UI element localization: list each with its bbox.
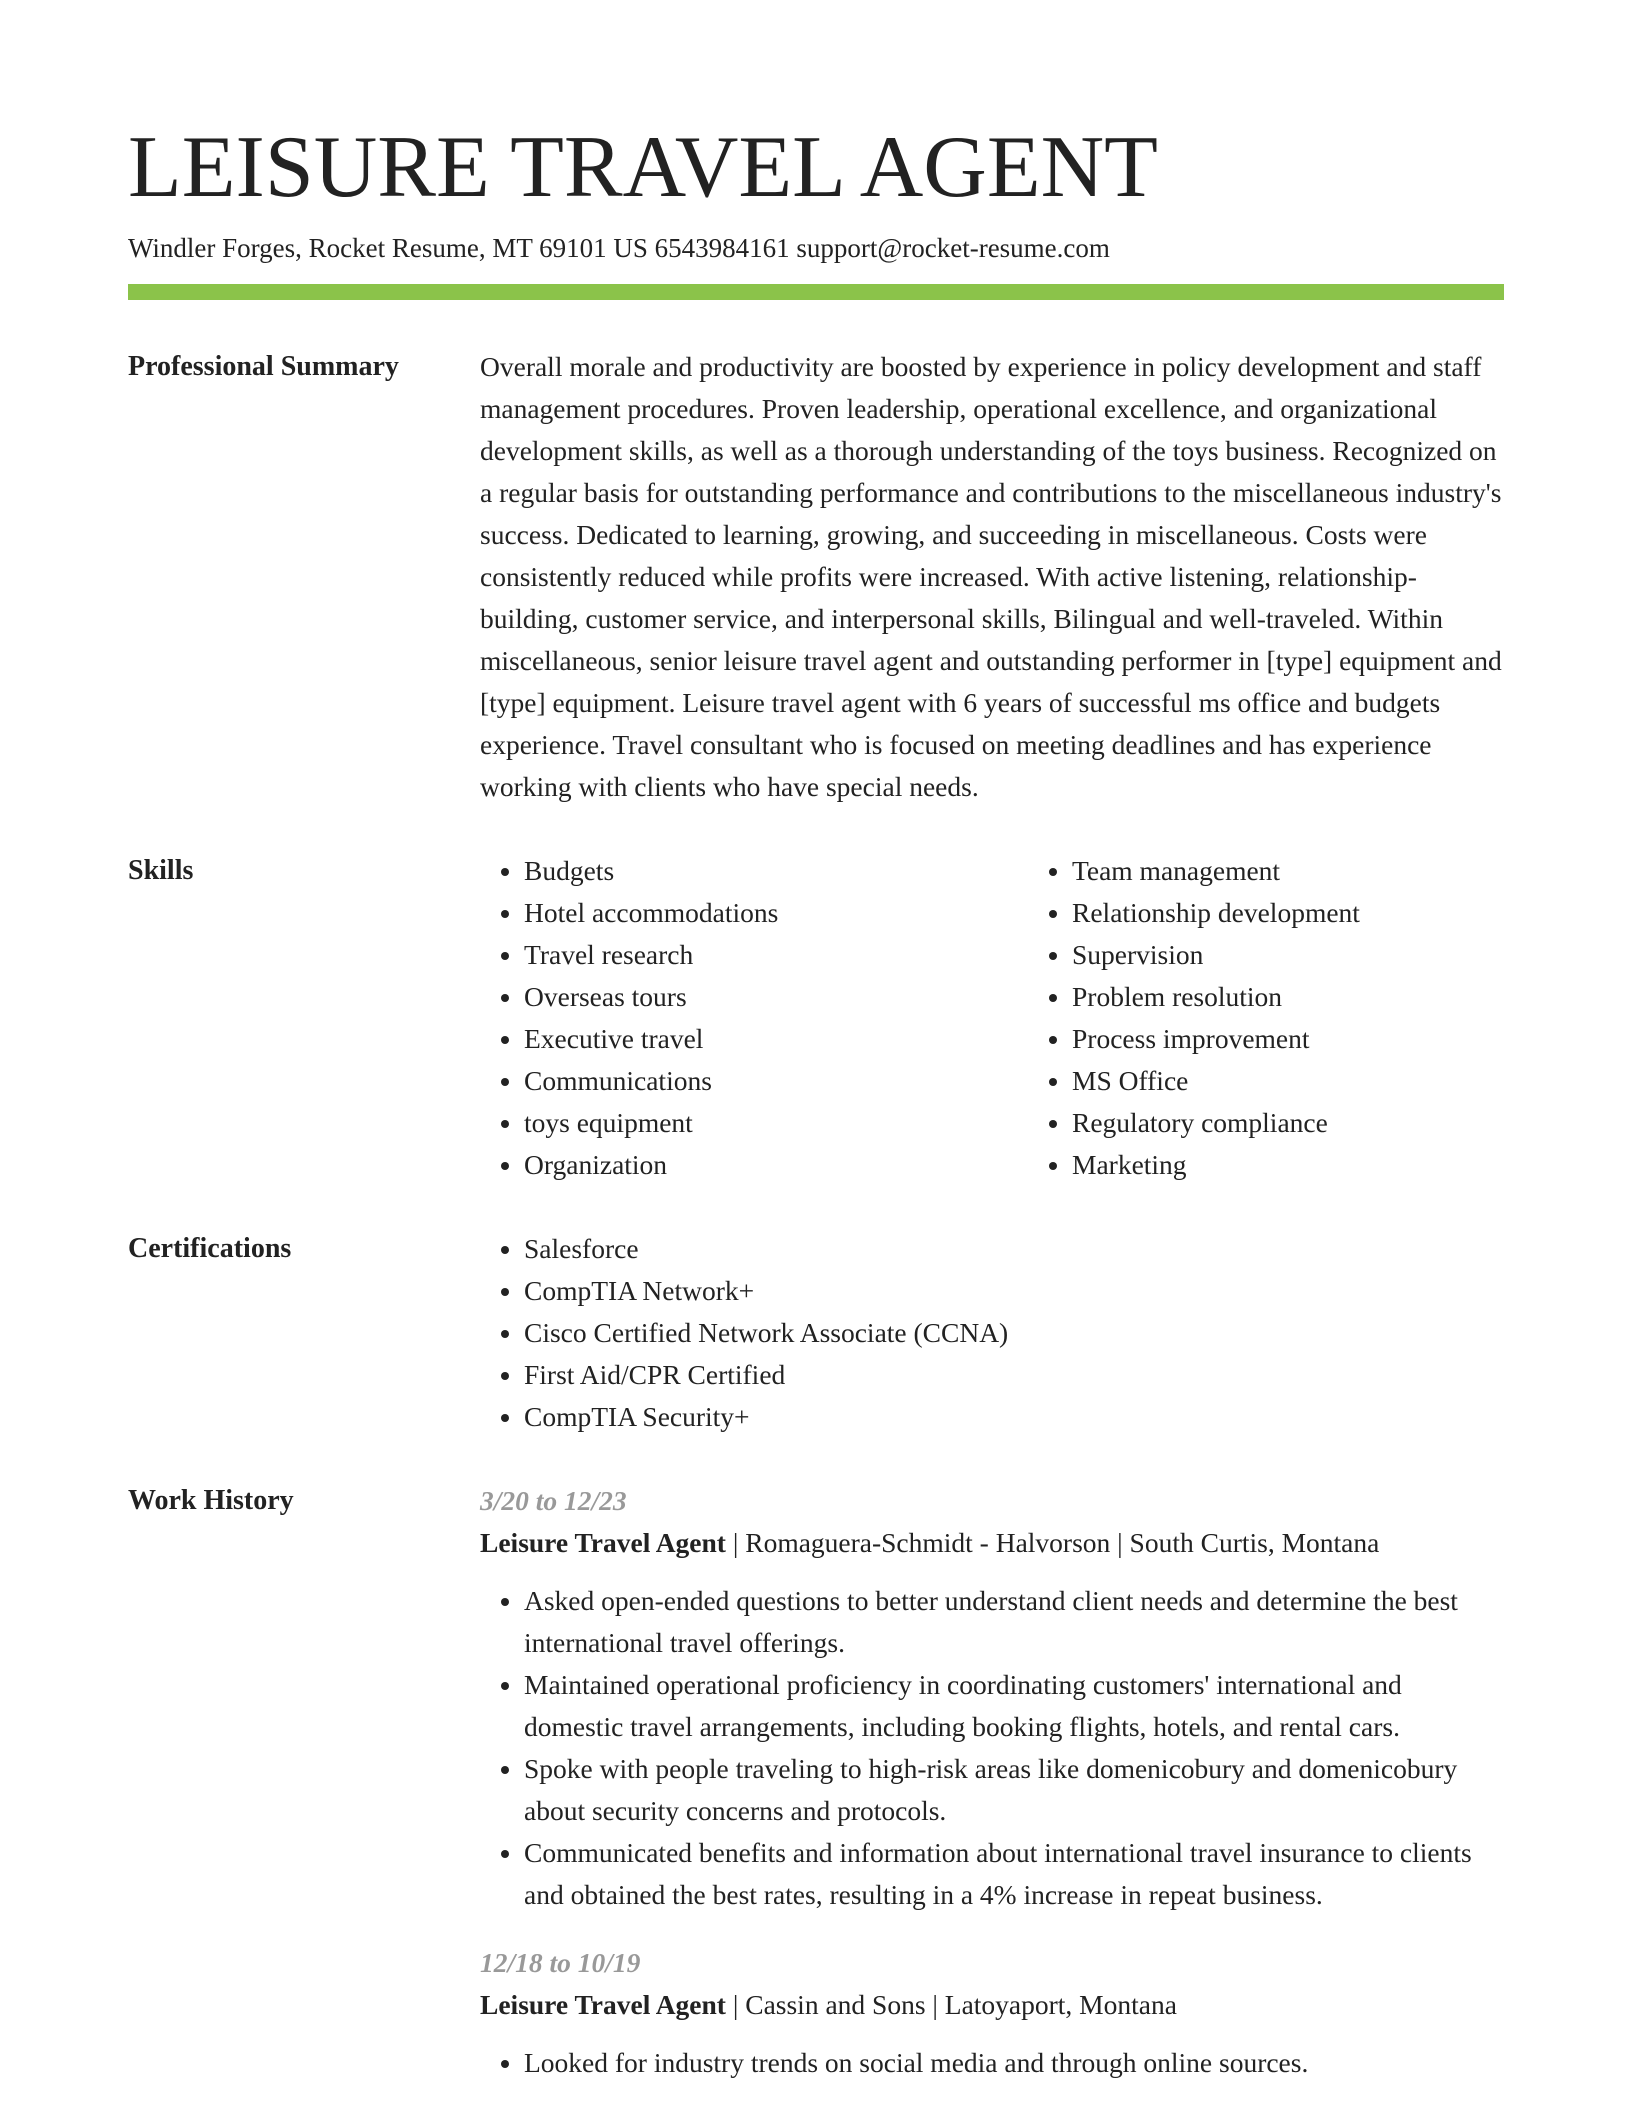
- job-duties-list: [480, 1580, 1504, 1916]
- accent-divider: [128, 284, 1504, 300]
- section-heading-work-history: Work History: [128, 1485, 294, 1516]
- work-history-section: [128, 1484, 1504, 2084]
- job-duty-item: • Asked open-ended questions to better understand client needs and determine the best international travel offerings.: [524, 1580, 1504, 1664]
- skill-item: • Regulatory compliance: [1072, 1102, 1504, 1144]
- skill-item: • Hotel accommodations: [524, 892, 1028, 934]
- job-duties-list: [480, 2042, 1504, 2084]
- job-duty-item: • Communicated benefits and information about international travel insurance to clients and obtained the best rates, resulting in a 4% increase in repeat business.: [524, 1832, 1504, 1916]
- skill-item: • Process improvement: [1072, 1018, 1504, 1060]
- summary-section: [128, 350, 1504, 808]
- resume-page: [128, 118, 1504, 2084]
- job-duty-item: • Spoke with people traveling to high-risk areas like domenicobury and domenicobury about security concerns and protocols.: [524, 1748, 1504, 1832]
- skill-item: • Supervision: [1072, 934, 1504, 976]
- certification-item: • Salesforce: [524, 1228, 1504, 1270]
- job-title-line: [480, 1984, 1504, 2026]
- job-duty-item: • Looked for industry trends on social media and through online sources.: [524, 2042, 1504, 2084]
- summary-text: Overall morale and productivity are boosted by experience in policy development and staff management procedures. Proven leadership, operational excellence, and organizational development skills, as well as a thorough understanding of the toys business. Recognized on a regular basis for outstanding performance and contributions to the miscellaneous industry's success. Dedicated to learning, growing, and succeeding in miscellaneous. Costs were consistently reduced while profits were increased. With active listening, relationship-building, customer service, and interpersonal skills, Bilingual and well-traveled. Within miscellaneous, senior leisure travel agent and outstanding performer in [type] equipment and [type] equipment. Leisure travel agent with 6 years of successful ms office and budgets experience. Travel consultant who is focused on meeting deadlines and has experience working with clients who have special needs.: [480, 351, 1502, 802]
- skill-item: • Overseas tours: [524, 976, 1028, 1018]
- skill-item: • Budgets: [524, 850, 1028, 892]
- skill-item: • Travel research: [524, 934, 1028, 976]
- certifications-section: [128, 1232, 1504, 1438]
- section-heading-certifications: Certifications: [128, 1233, 292, 1264]
- resume-title: LEISURE TRAVEL AGENT: [128, 119, 1158, 216]
- certification-item: • CompTIA Security+: [524, 1396, 1504, 1438]
- skills-section: [128, 854, 1504, 1186]
- skill-item: • Organization: [524, 1144, 1028, 1186]
- skill-item: • Communications: [524, 1060, 1028, 1102]
- skill-item: • Executive travel: [524, 1018, 1028, 1060]
- job-title: Leisure Travel Agent: [480, 1989, 726, 2020]
- skill-item: • Team management: [1072, 850, 1504, 892]
- skill-item: • toys equipment: [524, 1102, 1028, 1144]
- job-entry: [480, 1480, 1504, 1916]
- job-dates: 12/18 to 10/19: [480, 1947, 641, 1978]
- skill-item: • Marketing: [1072, 1144, 1504, 1186]
- skills-body: [480, 854, 1504, 1186]
- certifications-list: [480, 1228, 1504, 1438]
- certifications-body: [480, 1232, 1504, 1438]
- work-history-body: [480, 1484, 1504, 2084]
- job-dates: 3/20 to 12/23: [480, 1485, 627, 1516]
- summary-body: [480, 350, 1504, 808]
- skills-list-col1: [480, 850, 1028, 1186]
- job-entry: [480, 1942, 1504, 2084]
- skills-list-col2: [1028, 850, 1504, 1186]
- skill-item: • MS Office: [1072, 1060, 1504, 1102]
- certification-item: • CompTIA Network+: [524, 1270, 1504, 1312]
- skill-item: • Problem resolution: [1072, 976, 1504, 1018]
- job-employer-location: | Cassin and Sons | Latoyaport, Montana: [725, 1989, 1177, 2020]
- skill-item: • Relationship development: [1072, 892, 1504, 934]
- certification-item: • First Aid/CPR Certified: [524, 1354, 1504, 1396]
- job-employer-location: | Romaguera-Schmidt - Halvorson | South Curtis, Montana: [725, 1527, 1380, 1558]
- job-duty-item: • Maintained operational proficiency in coordinating customers' international and domestic travel arrangements, including booking flights, hotels, and rental cars.: [524, 1664, 1504, 1748]
- job-title-line: [480, 1522, 1504, 1564]
- section-heading-summary: Professional Summary: [128, 351, 399, 382]
- job-title: Leisure Travel Agent: [480, 1527, 726, 1558]
- section-heading-skills: Skills: [128, 855, 194, 886]
- contact-line: Windler Forges, Rocket Resume, MT 69101 US 6543984161 support@rocket-resume.com: [128, 233, 1110, 263]
- certification-item: • Cisco Certified Network Associate (CCNA): [524, 1312, 1504, 1354]
